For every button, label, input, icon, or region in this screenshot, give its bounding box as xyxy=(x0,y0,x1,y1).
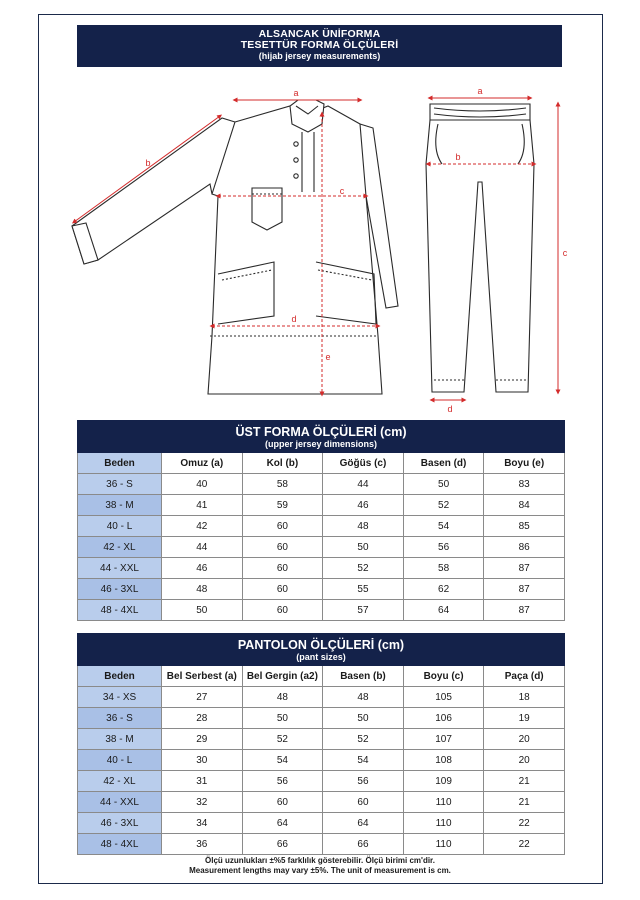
jersey-button-3 xyxy=(294,174,298,178)
pants-body xyxy=(426,120,534,392)
upper-table-row xyxy=(78,516,565,537)
jersey-button-2 xyxy=(294,158,298,162)
pant-table-value-cell: 21 xyxy=(484,792,565,813)
pant-table-header-cell: Bel Gergin (a2) xyxy=(242,666,323,687)
pant-table-value-cell: 106 xyxy=(403,708,484,729)
upper-table-value-cell: 87 xyxy=(484,600,565,621)
pant-table-header-cell: Boyu (c) xyxy=(403,666,484,687)
upper-table-value-cell: 64 xyxy=(403,600,484,621)
brand-title: ALSANCAK ÜNİFORMA xyxy=(258,28,381,40)
upper-table-size-cell: 44 - XXL xyxy=(78,558,162,579)
pant-table-value-cell: 34 xyxy=(162,813,243,834)
upper-table-size-cell: 46 - 3XL xyxy=(78,579,162,600)
pant-table-header-row xyxy=(78,666,565,687)
upper-table-title-cell xyxy=(78,421,565,453)
upper-table-header-cell: Basen (d) xyxy=(403,453,484,474)
pant-table-header-cell: Beden xyxy=(78,666,162,687)
footer-note-turkish: Ölçü uzunlukları ±%5 farklılık gösterebilir. Ölçü birimi cm'dir. xyxy=(205,856,435,865)
pant-table-title: PANTOLON ÖLÇÜLERİ (cm) xyxy=(237,637,405,652)
upper-table-value-cell: 48 xyxy=(323,516,404,537)
pant-table-value-cell: 52 xyxy=(323,729,404,750)
jersey-left-sleeve xyxy=(72,118,235,264)
pant-table-row xyxy=(78,687,565,708)
pant-table-value-cell: 110 xyxy=(403,792,484,813)
upper-table-header-cell: Beden xyxy=(78,453,162,474)
upper-table-value-cell: 60 xyxy=(242,537,323,558)
upper-table-header-cell: Göğüs (c) xyxy=(323,453,404,474)
pants-label-b: b xyxy=(455,152,461,162)
pant-table-value-cell: 20 xyxy=(484,729,565,750)
pant-table-value-cell: 48 xyxy=(242,687,323,708)
upper-table-value-cell: 50 xyxy=(162,600,243,621)
pant-table-value-cell: 52 xyxy=(242,729,323,750)
upper-table-value-cell: 60 xyxy=(242,558,323,579)
upper-table-size-cell: 42 - XL xyxy=(78,537,162,558)
pant-table-value-cell: 22 xyxy=(484,813,565,834)
upper-table-row xyxy=(78,474,565,495)
pants-label-c: c xyxy=(562,248,568,258)
upper-table-row xyxy=(78,495,565,516)
upper-table-value-cell: 86 xyxy=(484,537,565,558)
pant-table-value-cell: 50 xyxy=(242,708,323,729)
pant-table-value-cell: 108 xyxy=(403,750,484,771)
pant-table-row xyxy=(78,771,565,792)
pant-table-body xyxy=(78,687,565,855)
pant-table-size-cell: 40 - L xyxy=(78,750,162,771)
upper-table-title-row xyxy=(78,421,565,453)
pant-table-value-cell: 54 xyxy=(242,750,323,771)
pant-table-value-cell: 29 xyxy=(162,729,243,750)
pant-table-value-cell: 20 xyxy=(484,750,565,771)
upper-table-header-cell: Boyu (e) xyxy=(484,453,565,474)
upper-table-row xyxy=(78,537,565,558)
upper-table-value-cell: 50 xyxy=(323,537,404,558)
upper-table-value-cell: 54 xyxy=(403,516,484,537)
upper-table-value-cell: 83 xyxy=(484,474,565,495)
pant-table-value-cell: 66 xyxy=(323,834,404,855)
upper-table-value-cell: 57 xyxy=(323,600,404,621)
jersey-label-b: b xyxy=(145,158,151,168)
upper-table-title: ÜST FORMA ÖLÇÜLERİ (cm) xyxy=(235,424,407,439)
upper-table-subtitle: (upper jersey dimensions) xyxy=(264,438,378,449)
upper-table-value-cell: 52 xyxy=(403,495,484,516)
pant-table-subtitle: (pant sizes) xyxy=(296,651,346,662)
pant-table-value-cell: 60 xyxy=(323,792,404,813)
pant-table-size-cell: 34 - XS xyxy=(78,687,162,708)
document-title: TESETTÜR FORMA ÖLÇÜLERİ xyxy=(240,39,399,51)
upper-table-row xyxy=(78,600,565,621)
pant-table-header-cell: Basen (b) xyxy=(323,666,404,687)
pant-table-value-cell: 48 xyxy=(323,687,404,708)
pant-table-value-cell: 110 xyxy=(403,834,484,855)
pant-table-row xyxy=(78,813,565,834)
pant-size-table xyxy=(77,633,565,855)
pant-table-value-cell: 56 xyxy=(242,771,323,792)
footer-note xyxy=(40,856,600,876)
upper-table-value-cell: 84 xyxy=(484,495,565,516)
jersey-label-a: a xyxy=(293,88,299,98)
upper-table-value-cell: 48 xyxy=(162,579,243,600)
pants-label-d: d xyxy=(447,404,453,414)
pant-table-value-cell: 21 xyxy=(484,771,565,792)
pant-table-value-cell: 31 xyxy=(162,771,243,792)
pant-table-size-cell: 36 - S xyxy=(78,708,162,729)
pant-table-value-cell: 64 xyxy=(323,813,404,834)
upper-table-value-cell: 60 xyxy=(242,516,323,537)
pant-table-row xyxy=(78,834,565,855)
upper-table-value-cell: 87 xyxy=(484,579,565,600)
upper-table-row xyxy=(78,558,565,579)
upper-table-value-cell: 85 xyxy=(484,516,565,537)
document-subtitle: (hijab jersey measurements) xyxy=(258,51,381,61)
pant-table-size-cell: 44 - XXL xyxy=(78,792,162,813)
upper-table-value-cell: 46 xyxy=(323,495,404,516)
pant-table-row xyxy=(78,750,565,771)
pant-table-value-cell: 28 xyxy=(162,708,243,729)
pant-table-value-cell: 110 xyxy=(403,813,484,834)
upper-table-value-cell: 58 xyxy=(403,558,484,579)
pant-table-title-cell xyxy=(78,634,565,666)
pant-table-value-cell: 56 xyxy=(323,771,404,792)
upper-table-header-row xyxy=(78,453,565,474)
jersey-label-c: c xyxy=(339,186,345,196)
jersey-button-1 xyxy=(294,142,298,146)
upper-table-value-cell: 62 xyxy=(403,579,484,600)
upper-table-row xyxy=(78,579,565,600)
pants-waistband xyxy=(430,104,530,120)
jersey-drawing xyxy=(72,100,398,394)
jersey-body xyxy=(208,106,382,394)
upper-table-header-cell: Omuz (a) xyxy=(162,453,243,474)
pant-table-header-cell: Bel Serbest (a) xyxy=(162,666,243,687)
pant-table-value-cell: 60 xyxy=(242,792,323,813)
pant-table-value-cell: 109 xyxy=(403,771,484,792)
pant-table-value-cell: 19 xyxy=(484,708,565,729)
upper-table-value-cell: 58 xyxy=(242,474,323,495)
upper-table-value-cell: 44 xyxy=(323,474,404,495)
upper-table-value-cell: 59 xyxy=(242,495,323,516)
upper-table-value-cell: 50 xyxy=(403,474,484,495)
upper-jersey-size-table xyxy=(77,420,565,621)
pant-table-value-cell: 50 xyxy=(323,708,404,729)
pant-table-row xyxy=(78,729,565,750)
upper-table-value-cell: 41 xyxy=(162,495,243,516)
pant-table-value-cell: 36 xyxy=(162,834,243,855)
upper-table-value-cell: 60 xyxy=(242,579,323,600)
upper-table-size-cell: 38 - M xyxy=(78,495,162,516)
pant-table-value-cell: 18 xyxy=(484,687,565,708)
pant-table-header-cell: Paça (d) xyxy=(484,666,565,687)
upper-table-size-cell: 48 - 4XL xyxy=(78,600,162,621)
upper-table-value-cell: 46 xyxy=(162,558,243,579)
footer-note-english: Measurement lengths may vary ±5%. The unit of measurement is cm. xyxy=(189,866,451,875)
pants-label-a: a xyxy=(477,86,483,96)
jersey-label-d: d xyxy=(291,314,297,324)
pants-drawing xyxy=(426,104,534,392)
upper-table-header-cell: Kol (b) xyxy=(242,453,323,474)
upper-table-size-cell: 40 - L xyxy=(78,516,162,537)
pant-table-row xyxy=(78,792,565,813)
upper-table-value-cell: 60 xyxy=(242,600,323,621)
pant-table-size-cell: 42 - XL xyxy=(78,771,162,792)
pant-table-value-cell: 64 xyxy=(242,813,323,834)
pant-table-value-cell: 105 xyxy=(403,687,484,708)
pant-table-title-row xyxy=(78,634,565,666)
upper-table-value-cell: 55 xyxy=(323,579,404,600)
garment-illustration xyxy=(60,84,580,414)
upper-table-value-cell: 44 xyxy=(162,537,243,558)
upper-table-value-cell: 42 xyxy=(162,516,243,537)
pant-table-size-cell: 46 - 3XL xyxy=(78,813,162,834)
upper-table-value-cell: 52 xyxy=(323,558,404,579)
pant-table-value-cell: 66 xyxy=(242,834,323,855)
pant-table-value-cell: 107 xyxy=(403,729,484,750)
pant-table-value-cell: 30 xyxy=(162,750,243,771)
title-banner xyxy=(77,25,562,67)
pant-table-value-cell: 27 xyxy=(162,687,243,708)
pant-table-value-cell: 54 xyxy=(323,750,404,771)
upper-table-value-cell: 56 xyxy=(403,537,484,558)
jersey-label-e: e xyxy=(325,352,331,362)
pant-table-size-cell: 38 - M xyxy=(78,729,162,750)
upper-table-value-cell: 40 xyxy=(162,474,243,495)
pant-table-value-cell: 32 xyxy=(162,792,243,813)
pant-table-value-cell: 22 xyxy=(484,834,565,855)
pant-table-size-cell: 48 - 4XL xyxy=(78,834,162,855)
upper-table-value-cell: 87 xyxy=(484,558,565,579)
pant-table-row xyxy=(78,708,565,729)
upper-table-size-cell: 36 - S xyxy=(78,474,162,495)
upper-table-body xyxy=(78,474,565,621)
